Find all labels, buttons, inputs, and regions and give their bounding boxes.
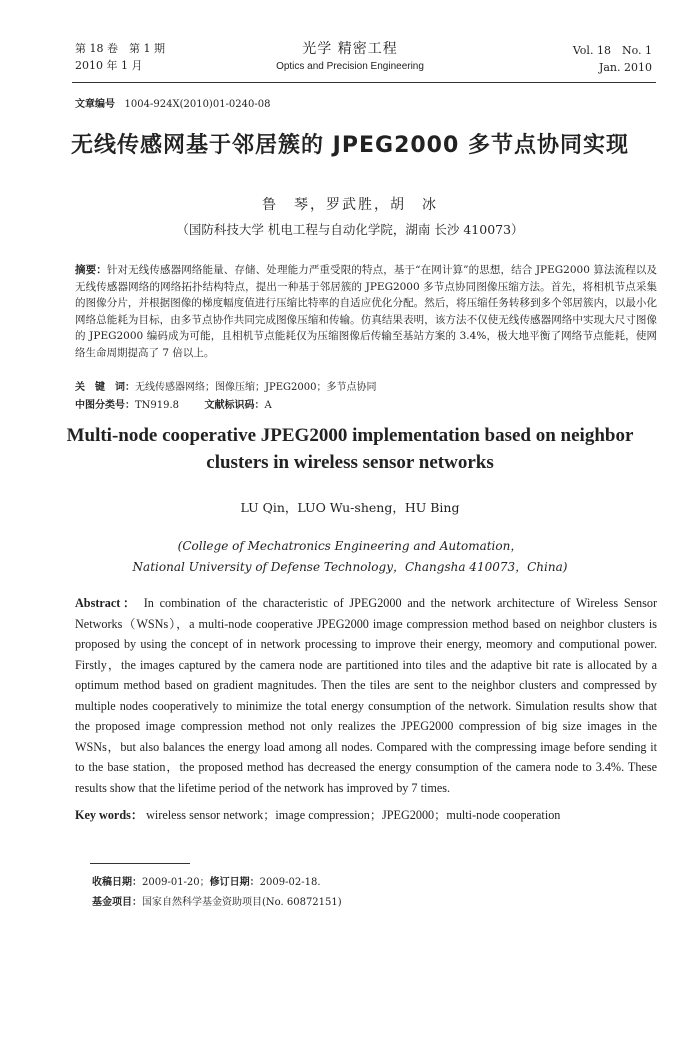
journal-name-en: Optics and Precision Engineering [276, 61, 424, 72]
received-label: 收稿日期： [92, 877, 142, 888]
volume-cn: 第 18 卷 第 1 期 [75, 42, 165, 55]
article-number-value: 1004-924X(2010)01-0240-08 [124, 99, 271, 110]
document-code-label: 文献标识码： [204, 400, 265, 411]
volume-en: Vol. 18 No. 1 [572, 44, 652, 57]
abstract-en-label: Abstract： [75, 596, 138, 610]
article-number [75, 95, 271, 110]
keywords-en-label: Key words： [75, 808, 144, 822]
date-en: Jan. 2010 [598, 61, 652, 74]
affiliation-en-line2: National University of Defense Technology，Changsha 410073，China) [132, 560, 568, 574]
revised-label: 修订日期： [209, 877, 260, 888]
classification-label: 中图分类号： [75, 400, 135, 411]
received-date: 2009-01-20； [142, 877, 210, 888]
revised-date: 2009-02-18. [259, 877, 321, 888]
keywords-cn-label: 关 键 词： [75, 382, 135, 393]
classification-value: TN919.8 [135, 400, 180, 411]
authors-en: LU Qin，LUO Wu-sheng，HU Bing [240, 500, 460, 515]
affiliation-en [0, 536, 700, 578]
document-code-value: A [264, 400, 272, 411]
footnote-dates [92, 873, 342, 893]
footnote [92, 873, 342, 913]
fund-label: 基金项目： [92, 897, 142, 908]
date-cn: 2010 年 1 月 [75, 59, 143, 72]
affiliation-en-line1: (College of Mechatronics Engineering and Automation， [177, 539, 523, 553]
affiliation-cn: （国防科技大学 机电工程与自动化学院，湖南 长沙 410073） [176, 222, 524, 237]
running-header [0, 0, 700, 80]
keywords-en-text: wireless sensor network；image compression；JPEG2000；multi-node cooperation [146, 808, 561, 822]
footnote-divider [90, 863, 190, 864]
abstract-cn-label: 摘要： [75, 264, 107, 276]
fund-text: 国家自然科学基金资助项目(No. 60872151) [142, 897, 342, 908]
classification-cn [75, 396, 657, 411]
header-right [573, 42, 652, 76]
abstract-en-text: In combination of the characteristic of JPEG2000 and the network architecture of Wireless Sensor Networks（WSNs），a multi-node cooperative JPEG2000 image compression method based on neighbor clusters is proposed by using the concept of in network processing to improve their energy, meomory and computional power. Firstly，the images captured by the camera node are partitioned into tiles and the adaptive bit rate is allocated by a optimum method based on gradient magnitudes. Then the tiles are sent to the neighbor clusters and compressed by multiple nodes cooperatively to minimize the total energy consumption of the network. Simulation results show that the proposed image compression method not only realizes the JPEG2000 compression of big size images in the WSNs，but also balances the energy load among all nodes. Compared with the compressing image before sending it to the base station，the proposed method has decreased the energy consumption of the camera node to 3.4%. These results show that the lifetime period of the network has improved by 7 times. [75, 596, 657, 795]
abstract-cn [75, 262, 657, 361]
title-cn: 无线传感网基于邻居簇的 JPEG2000 多节点协同实现 [71, 133, 629, 158]
abstract-cn-text: 针对无线传感器网络能量、存储、处理能力严重受限的特点，基于“在网计算”的思想，结合 JPEG2000 算法流程以及无线传感器网络的网络拓扑结构特点，提出一种基于邻居簇的 JPEG2000 多节点协同图像压缩方法。首先，将相机节点采集的图像分片，并根据图像的梯度幅度值进行压缩比特率的自适应优化分配。然后，将压缩任务转移到多个邻居簇内，以最小化网络总能耗为目标，由多节点协作共同完成图像压缩和传输。仿真结果表明，该方法不仅使无线传感器网络中实现大尺寸图像的 JPEG2000 编码成为可能，且相机节点能耗仅为压缩图像后传输至基站方案的 3.4%，极大地平衡了网络节点能耗，使网络生命周期提高了 7 倍以上。 [75, 264, 657, 359]
journal-name-cn: 光学 精密工程 [302, 41, 398, 57]
abstract-en [75, 593, 657, 798]
article-number-label: 文章编号 [75, 99, 115, 110]
keywords-en [75, 806, 657, 823]
header-divider [72, 82, 656, 83]
keywords-cn [75, 378, 657, 393]
keywords-cn-text: 无线传感器网络；图像压缩；JPEG2000；多节点协同 [135, 382, 377, 393]
authors-cn: 鲁 琴，罗武胜，胡 冰 [262, 197, 438, 213]
title-en: Multi-node cooperative JPEG2000 implementation based on neighbor clusters in wireless sensor networks [66, 425, 634, 473]
footnote-fund [92, 893, 342, 913]
